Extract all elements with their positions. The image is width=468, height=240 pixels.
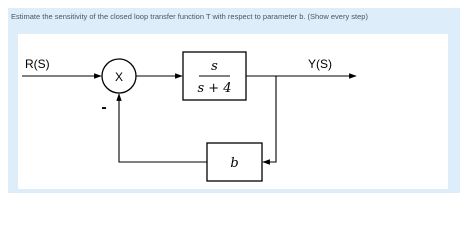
summing-junction-symbol: X (114, 70, 124, 84)
feedback-sign: - (101, 99, 107, 116)
feedback-return-line (119, 94, 207, 162)
block-diagram-svg (18, 34, 448, 189)
forward-block-numerator: s (211, 59, 218, 74)
input-label: R(S) (25, 57, 50, 71)
feedback-pickoff-line (263, 76, 276, 162)
block-diagram (18, 34, 448, 189)
question-card (8, 8, 460, 193)
feedback-block-label: b (230, 156, 239, 171)
output-label: Y(S) (308, 57, 332, 71)
forward-block-denominator: s + 4 (197, 81, 232, 96)
question-text: Estimate the sensitivity of the closed loop transfer function T with respect to parameter b. (Show every step) (11, 12, 368, 21)
